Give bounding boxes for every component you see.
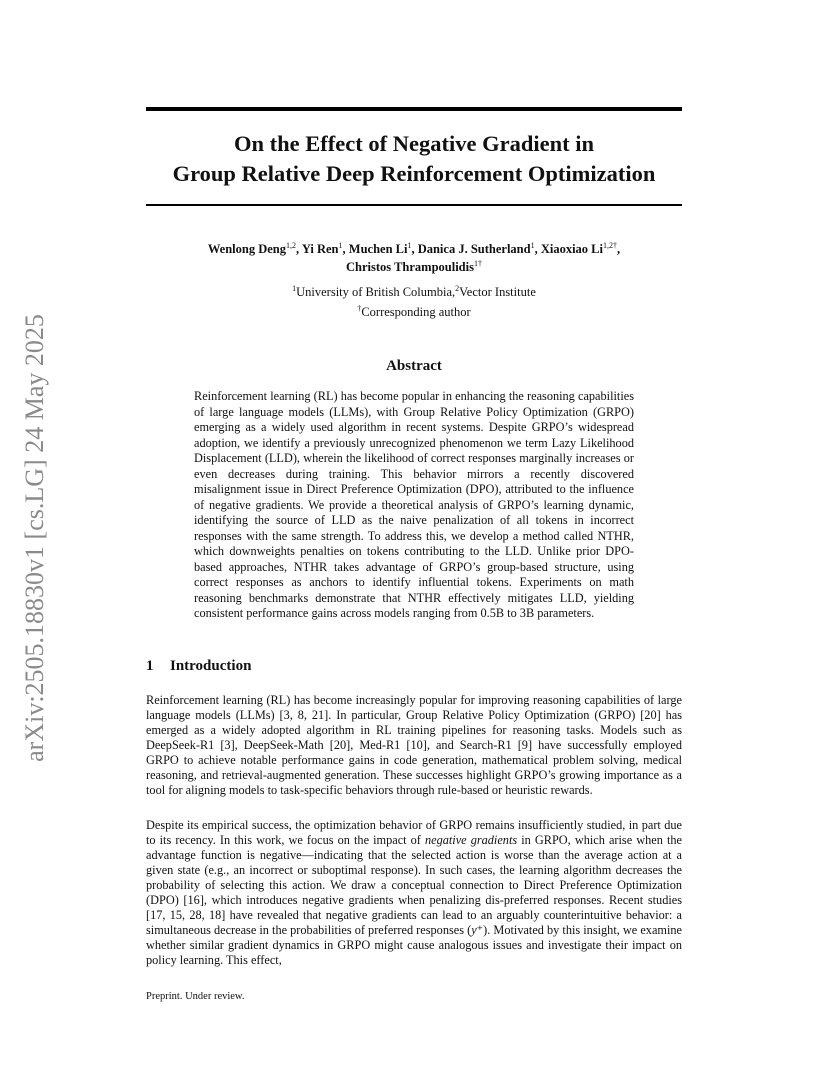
author-affiliation-mark: 1,2† <box>603 240 617 250</box>
affiliation-mark: 2 <box>455 283 460 293</box>
title-top-rule <box>146 107 682 111</box>
arxiv-identifier <box>4 298 66 778</box>
corresponding-text: Corresponding author <box>361 305 471 319</box>
preprint-footer: Preprint. Under review. <box>146 991 245 1002</box>
math-y-plus: y⁺ <box>471 923 484 937</box>
corresponding-note <box>146 305 682 320</box>
abstract-text: Reinforcement learning (RL) has become popular in enhancing the reasoning capabilities of large language models (LLMs), with Group Relative Policy Optimization (GRPO) emerging as a widely used algorithm in recent systems. Despite GRPO’s widespread adoption, we identify a previously unrecognized phenomenon we term Lazy Likelihood Displacement (LLD), wherein the likelihood of correct responses marginally increases or even decreases during training. This behavior mirrors a recently discovered misalignment issue in Direct Preference Optimization (DPO), attributed to the influence of negative gradients. We provide a theoretical analysis of GRPO’s learning dynamic, identifying the source of LLD as the naive penalization of all tokens in incorrect responses with the same strength. To address this, we develop a method called NTHR, which downweights penalties on tokens contributing to the LLD. Unlike prior DPO-based approaches, NTHR takes advantage of GRPO’s group-based structure, using correct responses as anchors to identify influential tokens. Experiments on math reasoning benchmarks demonstrate that NTHR effectively mitigates LLD, yielding consistent performance gains across models ranging from 0.5B to 3B parameters. <box>194 389 634 620</box>
paper-title <box>146 129 682 189</box>
intro-paragraph-2 <box>146 818 682 968</box>
affiliations <box>146 285 682 300</box>
abstract-heading: Abstract <box>386 358 442 374</box>
affiliation-mark: 1 <box>292 283 297 293</box>
author-affiliation-mark: 1 <box>338 240 343 250</box>
affiliation-ubc: University of British Columbia, <box>296 285 456 299</box>
author-affiliation-mark: 1† <box>473 258 482 268</box>
paragraph-text: Despite its empirical success, the optimization behavior of GRPO remains insufficiently studied, in part due to its recency. In this work, we focus on the impact of <box>146 818 682 847</box>
section-heading-introduction <box>146 658 251 675</box>
author-line-2 <box>146 258 682 276</box>
author-name: Yi Ren <box>301 242 339 256</box>
intro-paragraph-1: Reinforcement learning (RL) has become increasingly popular for improving reasoning capabilities of large language models (LLMs) [3, 8, 21]. In particular, Group Relative Policy Optimization (GRPO) [20] has emerged as a widely adopted algorithm in RL training pipelines for reasoning tasks. Models such as DeepSeek-R1 [3], DeepSeek-Math [20], Med-R1 [10], and Search-R1 [9] have successfully employed GRPO to achieve notable performance gains in code generation, mathematical problem solving, medical reasoning, and retrieval-augmented generation. These successes highlight GRPO’s growing importance as a tool for aligning models to task-specific behaviors through rule-based or heuristic rewards. <box>146 693 682 797</box>
arxiv-identifier-text: arXiv:2505.18830v1 [cs.LG] 24 May 2025 <box>20 314 49 762</box>
emphasis-negative-gradients: negative gradients <box>424 833 518 847</box>
author-name: Wenlong Deng <box>207 242 287 256</box>
section-title: Introduction <box>170 658 252 674</box>
author-name: Xiaoxiao Li <box>540 242 603 256</box>
author-affiliation-mark: 1 <box>530 240 535 250</box>
author-name: Christos Thrampoulidis <box>346 260 474 274</box>
author-name: Muchen Li <box>348 242 408 256</box>
section-number: 1 <box>146 658 154 674</box>
paragraph-text: ). Motivated by this insight, we examine whether similar gradient dynamics in GRPO might cause analogous issues and investigate their impact on policy learning. This effect, <box>146 923 682 967</box>
author-affiliation-mark: 1 <box>407 240 412 250</box>
author-name: Danica J. Sutherland <box>417 242 531 256</box>
title-line-2: Group Relative Deep Reinforcement Optimization <box>172 161 656 186</box>
dagger-mark: † <box>357 303 362 313</box>
paragraph-text: in GRPO, which arise when the advantage function is negative—indicating that the selected action is worse than the average action at a given state (e.g., an incorrect or suboptimal response). In such cases, the learning algorithm decreases the probability of selecting this action. We draw a conceptual connection to Direct Preference Optimization (DPO) [16], which introduces negative gradients when penalizing dis-preferred responses. Recent studies [17, 15, 28, 18] have revealed that negative gradients can lead to an arguably counterintuitive behavior: a simultaneous decrease in the probabilities of preferred responses ( <box>146 833 682 937</box>
affiliation-vector: Vector Institute <box>459 285 536 299</box>
author-list <box>146 240 682 276</box>
author-line-1: Wenlong Deng$^{1,2}$, Yi Ren$^1$, Muchen Li$^1$, Danica J. Sutherland$^1$, Xiaoxiao $Li^{1,2\dagger}$, <box>207 240 621 256</box>
title-line-1: On the Effect of Negative Gradient in <box>234 131 594 156</box>
author-affiliation-mark: 1,2 <box>286 240 297 250</box>
title-bottom-rule <box>146 204 682 206</box>
